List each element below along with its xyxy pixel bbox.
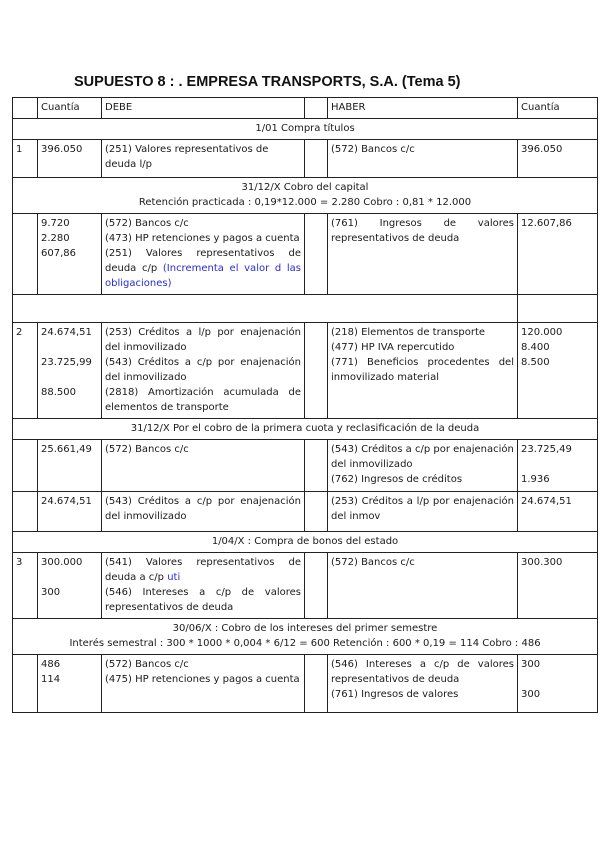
debe-account: (543) Créditos a c/p por enajenación del inmovilizado — [105, 357, 301, 383]
header-debe: DEBE — [102, 98, 305, 119]
annotation-note: (Incrementa el valor d las obligaciones) — [105, 263, 301, 289]
debe-amount: 486 — [41, 659, 61, 670]
page-title: SUPUESTO 8 : . EMPRESA TRANSPORTS, S.A. (Tema 5) — [74, 74, 461, 90]
haber-amount: 12.607,86 — [518, 214, 598, 295]
haber-account: (477) HP IVA repercutido — [331, 342, 455, 353]
haber-account: (762) Ingresos de créditos — [331, 474, 463, 485]
haber-account: (543) Créditos a c/p por enajenación del inmovilizado — [331, 444, 514, 470]
debe-account: (475) HP retenciones y pagos a cuenta — [105, 674, 300, 685]
entry-number — [13, 440, 38, 492]
debe-amount: 23.725,99 — [41, 357, 92, 368]
haber-amount: 300 — [521, 659, 541, 670]
debe-amount: 114 — [41, 674, 61, 685]
section-heading-row — [13, 532, 598, 553]
haber-amounts — [518, 323, 598, 419]
section-heading-row — [13, 619, 598, 655]
haber-account: (572) Bancos c/c — [328, 553, 518, 619]
entry-number — [13, 492, 38, 532]
debe-amounts — [38, 323, 102, 419]
haber-amount: 300 — [521, 689, 541, 700]
debe-account: (546) Intereses a c/p de valores representativos de deuda — [105, 587, 301, 613]
haber-amount: 300.300 — [518, 553, 598, 619]
separator-cell — [305, 214, 328, 295]
section-heading-row — [13, 419, 598, 440]
section-heading — [13, 178, 598, 214]
debe-amounts — [38, 214, 102, 295]
debe-account: (572) Bancos c/c — [105, 218, 189, 229]
debe-account: (251) Valores representativos de deuda l/p — [102, 140, 305, 178]
annotation-note: uti — [167, 572, 181, 583]
debe-amounts — [38, 655, 102, 713]
section-heading: 1/04/X : Compra de bonos del estado — [13, 532, 598, 553]
debe-account: (572) Bancos c/c — [102, 440, 305, 492]
separator-cell — [305, 440, 328, 492]
debe-amount: 25.661,49 — [38, 440, 102, 492]
haber-amounts — [518, 655, 598, 713]
haber-account: (761) Ingresos de valores — [331, 689, 459, 700]
entry-number: 2 — [13, 323, 38, 419]
header-cuantia-haber: Cuantía — [518, 98, 598, 119]
section-title: 31/12/X Cobro del capital — [241, 182, 369, 193]
section-note: Interés semestral : 300 * 1000 * 0,004 * 6/12 = 600 Retención : 600 * 0,19 = 114 Cobro : 486 — [69, 638, 541, 649]
separator-cell — [305, 140, 328, 178]
section-heading — [13, 619, 598, 655]
debe-accounts — [102, 553, 305, 619]
debe-accounts — [102, 655, 305, 713]
journal-entry-row — [13, 323, 598, 419]
debe-amount: 2.280 — [41, 233, 70, 244]
haber-amount: 24.674,51 — [518, 492, 598, 532]
haber-amount: 120.000 — [521, 327, 563, 338]
section-heading: 31/12/X Por el cobro de la primera cuota y reclasificación de la deuda — [13, 419, 598, 440]
haber-account: (572) Bancos c/c — [328, 140, 518, 178]
entry-number: 3 — [13, 553, 38, 619]
debe-account: (2818) Amortización acumulada de elementos de transporte — [105, 387, 301, 413]
haber-accounts — [328, 655, 518, 713]
debe-amount: 300 — [41, 587, 61, 598]
debe-account: (253) Créditos a l/p por enajenación del inmovilizado — [105, 327, 301, 353]
entry-number — [13, 214, 38, 295]
haber-account: (253) Créditos a l/p por enajenación del inmov — [328, 492, 518, 532]
haber-account: (546) Intereses a c/p de valores representativos de deuda — [331, 659, 514, 685]
debe-accounts — [102, 214, 305, 295]
debe-account: (543) Créditos a c/p por enajenación del inmovilizado — [102, 492, 305, 532]
table-header-row — [13, 98, 598, 119]
entry-number: 1 — [13, 140, 38, 178]
section-title: 30/06/X : Cobro de los intereses del primer semestre — [172, 623, 438, 634]
separator-cell — [305, 323, 328, 419]
haber-accounts — [328, 440, 518, 492]
debe-account: (541) Valores representativos de deuda a c/p uti — [105, 557, 301, 583]
entry-number — [13, 655, 38, 713]
section-heading: 1/01 Compra títulos — [13, 119, 598, 140]
debe-accounts — [102, 323, 305, 419]
journal-entry-row — [13, 214, 598, 295]
header-num — [13, 98, 38, 119]
spacer-row — [13, 295, 598, 323]
haber-account: (771) Beneficios procedentes del inmovilizado material — [331, 357, 514, 383]
debe-amounts — [38, 553, 102, 619]
debe-amount: 300.000 — [41, 557, 83, 568]
spacer-cell — [13, 295, 518, 323]
haber-amount: 23.725,49 — [521, 444, 572, 455]
debe-amount: 24.674,51 — [41, 327, 92, 338]
debe-account: (251) Valores representativos de deuda c/p — [105, 248, 301, 274]
haber-amount: 8.500 — [521, 357, 550, 368]
haber-amount: 1.936 — [521, 474, 550, 485]
section-heading-row — [13, 178, 598, 214]
journal-entry-row — [13, 440, 598, 492]
haber-accounts — [328, 323, 518, 419]
debe-amount: 607,86 — [41, 248, 76, 259]
journal-entry-row — [13, 655, 598, 713]
debe-account: (473) HP retenciones y pagos a cuenta — [105, 233, 300, 244]
haber-account: (761) Ingresos de valores representativos de deuda — [328, 214, 518, 295]
debe-amount: 88.500 — [41, 387, 76, 398]
separator-cell — [305, 492, 328, 532]
journal-entry-row — [13, 140, 598, 178]
header-haber: HABER — [328, 98, 518, 119]
haber-amounts — [518, 440, 598, 492]
separator-cell — [305, 553, 328, 619]
separator-cell — [305, 98, 328, 119]
haber-amount: 396.050 — [518, 140, 598, 178]
journal-entry-row — [13, 492, 598, 532]
section-heading-row — [13, 119, 598, 140]
haber-amount: 8.400 — [521, 342, 550, 353]
debe-amount: 396.050 — [38, 140, 102, 178]
spacer-cell — [518, 295, 598, 323]
section-note: Retención practicada : 0,19*12.000 = 2.280 Cobro : 0,81 * 12.000 — [138, 197, 472, 208]
journal-table — [12, 97, 598, 713]
header-cuantia-debe: Cuantía — [38, 98, 102, 119]
journal-entry-row — [13, 553, 598, 619]
debe-account: (572) Bancos c/c — [105, 659, 189, 670]
haber-account: (218) Elementos de transporte — [331, 327, 486, 338]
debe-amount: 24.674,51 — [38, 492, 102, 532]
separator-cell — [305, 655, 328, 713]
debe-amount: 9.720 — [41, 218, 70, 229]
